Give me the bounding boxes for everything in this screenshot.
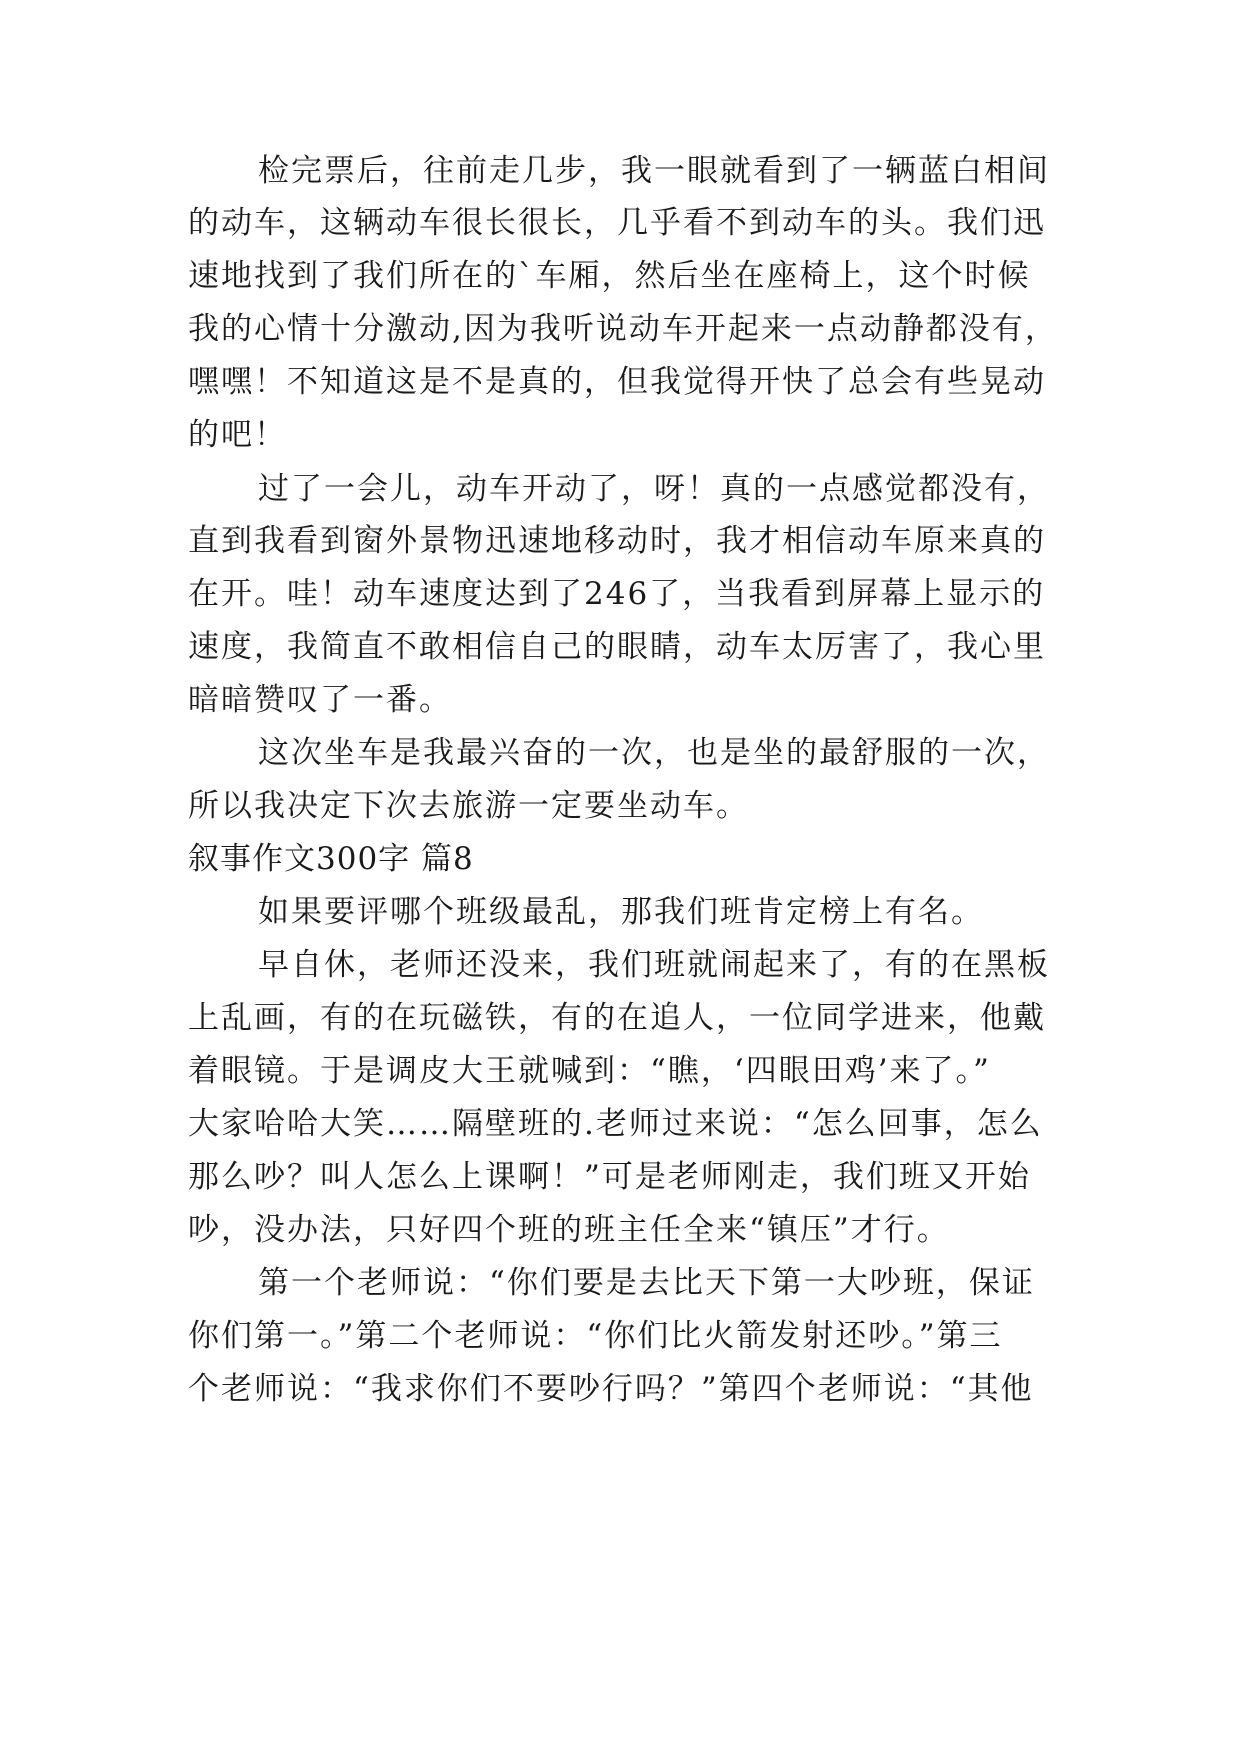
paragraph-line: 你们第一。”第二个老师说：“你们比火箭发射还吵。”第三 xyxy=(188,1318,1003,1354)
paragraph-line: 吵，没办法，只好四个班的班主任全来“镇压”才行。 xyxy=(188,1212,950,1248)
paragraph-line: 这次坐车是我最兴奋的一次，也是坐的最舒服的一次， xyxy=(258,735,1050,771)
paragraph-line: 着眼镜。于是调皮大王就喊到：“瞧，‘四眼田鸡’来了。” xyxy=(188,1053,991,1089)
paragraph-line: 检完票后，往前走几步，我一眼就看到了一辆蓝白相间 xyxy=(258,153,1050,189)
paragraph-line: 速地找到了我们所在的`车厢，然后坐在座椅上，这个时候 xyxy=(188,258,1031,294)
paragraph-line: 直到我看到窗外景物迅速地移动时，我才相信动车原来真的 xyxy=(188,523,1046,559)
paragraph-line: 在开。哇！动车速度达到了246了，当我看到屏幕上显示的 xyxy=(188,576,1046,612)
paragraph-line: 嘿嘿！不知道这是不是真的，但我觉得开快了总会有些晃动 xyxy=(188,364,1046,400)
paragraph-line: 所以我决定下次去旅游一定要坐动车。 xyxy=(188,788,749,824)
paragraph-line: 上乱画，有的在玩磁铁，有的在追人，一位同学进来，他戴 xyxy=(188,1000,1046,1036)
paragraph-line: 速度，我简直不敢相信自己的眼睛，动车太厉害了，我心里 xyxy=(188,629,1046,665)
paragraph-line: 过了一会儿，动车开动了，呀！真的一点感觉都没有， xyxy=(258,471,1050,507)
paragraph-line: 个老师说：“我求你们不要吵行吗？”第四个老师说：“其他 xyxy=(188,1371,1034,1407)
paragraph-line: 早自休，老师还没来，我们班就闹起来了，有的在黑板 xyxy=(258,947,1050,983)
paragraph-line: 的动车，这辆动车很长很长，几乎看不到动车的头。我们迅 xyxy=(188,205,1046,241)
paragraph-line: 暗暗赞叹了一番。 xyxy=(188,682,452,718)
paragraph-line: 大家哈哈大笑……隔壁班的.老师过来说：“怎么回事，怎么 xyxy=(188,1106,1043,1142)
paragraph-line: 如果要评哪个班级最乱，那我们班肯定榜上有名。 xyxy=(258,894,984,930)
section-heading: 叙事作文300字 篇8 xyxy=(188,841,474,877)
paragraph-line: 我的心情十分激动,因为我听说动车开起来一点动静都没有， xyxy=(188,311,1058,347)
paragraph-line: 的吧！ xyxy=(188,417,287,453)
paragraph-line: 第一个老师说：“你们要是去比天下第一大吵班，保证 xyxy=(258,1265,1035,1301)
paragraph-line: 那么吵？叫人怎么上课啊！”可是老师刚走，我们班又开始 xyxy=(188,1159,1031,1195)
